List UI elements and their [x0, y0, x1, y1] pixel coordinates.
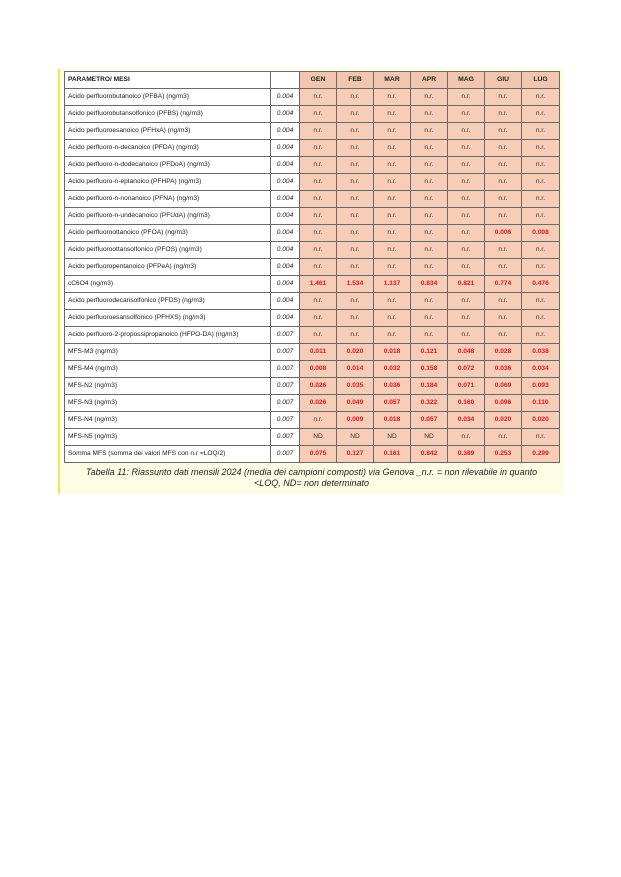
caption-line-2: <LOQ, ND= non determinato	[253, 478, 370, 488]
loq-cell: 0.004	[271, 191, 300, 208]
value-cell: n.r.	[300, 208, 337, 225]
value-cell: 0.821	[448, 276, 485, 293]
value-cell: n.r.	[522, 106, 560, 123]
value-cell: n.r.	[374, 191, 411, 208]
value-cell: n.r.	[300, 327, 337, 344]
value-cell: n.r.	[485, 327, 522, 344]
value-cell: n.r.	[485, 123, 522, 140]
value-cell: n.r.	[337, 242, 374, 259]
value-cell: n.r.	[522, 293, 560, 310]
value-cell: n.r.	[448, 174, 485, 191]
table-row	[65, 378, 560, 395]
value-cell: n.r.	[522, 191, 560, 208]
value-cell: 0.476	[522, 276, 560, 293]
value-cell: 0.036	[374, 378, 411, 395]
value-cell: n.r.	[522, 123, 560, 140]
loq-cell: 0.004	[271, 293, 300, 310]
value-cell: n.r.	[448, 191, 485, 208]
value-cell: n.r.	[300, 140, 337, 157]
value-cell: n.r.	[522, 429, 560, 446]
value-cell: 0.009	[337, 412, 374, 429]
value-cell: n.r.	[411, 310, 448, 327]
param-name-cell: MFS-N4 (ng/m3)	[65, 412, 271, 429]
value-cell: 0.035	[337, 378, 374, 395]
value-cell: n.r.	[448, 208, 485, 225]
param-name-cell: Acido perfluoroottansolfonico (PFOS) (ng/m3)	[65, 242, 271, 259]
value-cell: 0.006	[485, 225, 522, 242]
value-cell: 0.069	[485, 378, 522, 395]
param-name-cell: MFS-N5 (ng/m3)	[65, 429, 271, 446]
value-cell: n.r.	[411, 327, 448, 344]
value-cell: n.r.	[337, 310, 374, 327]
value-cell: n.r.	[485, 259, 522, 276]
value-cell: 0.049	[337, 395, 374, 412]
value-cell: 0.110	[522, 395, 560, 412]
table-row	[65, 344, 560, 361]
value-cell: n.r.	[374, 157, 411, 174]
value-cell: n.r.	[411, 191, 448, 208]
value-cell: n.r.	[374, 293, 411, 310]
loq-cell: 0.004	[271, 140, 300, 157]
value-cell: n.r.	[448, 310, 485, 327]
param-name-cell: Acido perfluoroottanoico (PFOA) (ng/m3)	[65, 225, 271, 242]
table-row	[65, 191, 560, 208]
value-cell: 0.093	[522, 378, 560, 395]
table-row	[65, 361, 560, 378]
value-cell: 0.389	[448, 446, 485, 463]
param-name-cell: Acido perfluoro-n-eptanoico (PFHPA) (ng/m3)	[65, 174, 271, 191]
value-cell: n.r.	[374, 225, 411, 242]
param-name-cell: MFS-N2 (ng/m3)	[65, 378, 271, 395]
value-cell: n.r.	[448, 293, 485, 310]
table-row	[65, 140, 560, 157]
param-name-cell: Acido perfluoro-n-dodecanoico (PFDoA) (ng/m3)	[65, 157, 271, 174]
value-cell: n.r.	[448, 327, 485, 344]
value-cell: n.r.	[522, 310, 560, 327]
value-cell: 0.774	[485, 276, 522, 293]
value-cell: n.r.	[485, 429, 522, 446]
value-cell: ND	[374, 429, 411, 446]
value-cell: n.r.	[522, 174, 560, 191]
value-cell: n.r.	[485, 174, 522, 191]
value-cell: n.r.	[485, 242, 522, 259]
value-cell: n.r.	[337, 327, 374, 344]
value-cell: ND	[300, 429, 337, 446]
value-cell: 0.018	[374, 412, 411, 429]
value-cell: n.r.	[374, 327, 411, 344]
value-cell: n.r.	[337, 106, 374, 123]
value-cell: 0.036	[485, 361, 522, 378]
loq-cell: 0.007	[271, 361, 300, 378]
header-month-lug: LUG	[522, 72, 560, 89]
value-cell: 1.137	[374, 276, 411, 293]
value-cell: 0.026	[300, 378, 337, 395]
value-cell: n.r.	[337, 140, 374, 157]
value-cell: 0.160	[448, 395, 485, 412]
value-cell: 0.026	[300, 395, 337, 412]
value-cell: 0.048	[448, 344, 485, 361]
loq-cell: 0.007	[271, 344, 300, 361]
table-row	[65, 293, 560, 310]
value-cell: 0.071	[448, 378, 485, 395]
loq-cell: 0.004	[271, 157, 300, 174]
loq-cell: 0.004	[271, 106, 300, 123]
param-name-cell: Acido perfluoroesansolfonico (PFHXS) (ng/m3)	[65, 310, 271, 327]
loq-cell: 0.004	[271, 259, 300, 276]
param-name-cell: MFS-M3 (ng/m3)	[65, 344, 271, 361]
table-row	[65, 106, 560, 123]
value-cell: n.r.	[337, 89, 374, 106]
value-cell: 0.020	[522, 412, 560, 429]
value-cell: 0.034	[522, 361, 560, 378]
value-cell: n.r.	[374, 123, 411, 140]
loq-cell: 0.004	[271, 174, 300, 191]
table-row	[65, 429, 560, 446]
value-cell: 0.008	[300, 361, 337, 378]
caption-line-1: Tabella 11: Riassunto dati mensili 2024 (media dei campioni composti) via Genova _n.r. = non rilevabile in quanto	[85, 467, 538, 477]
param-name-cell: Acido perfluoroesanoico (PFHxA) (ng/m3)	[65, 123, 271, 140]
value-cell: n.r.	[448, 225, 485, 242]
value-cell: n.r.	[411, 225, 448, 242]
value-cell: n.r.	[448, 429, 485, 446]
value-cell: n.r.	[485, 293, 522, 310]
table-row	[65, 327, 560, 344]
table-row	[65, 395, 560, 412]
value-cell: n.r.	[300, 293, 337, 310]
table-row	[65, 174, 560, 191]
loq-cell: 0.004	[271, 276, 300, 293]
value-cell: n.r.	[374, 259, 411, 276]
value-cell: n.r.	[300, 106, 337, 123]
loq-cell: 0.007	[271, 429, 300, 446]
param-name-cell: Acido perfluoropentanoico (PFPeA) (ng/m3)	[65, 259, 271, 276]
value-cell: n.r.	[411, 157, 448, 174]
value-cell: n.r.	[300, 89, 337, 106]
value-cell: n.r.	[485, 191, 522, 208]
value-cell: n.r.	[485, 106, 522, 123]
value-cell: n.r.	[411, 293, 448, 310]
value-cell: 0.038	[522, 344, 560, 361]
table-caption	[64, 467, 559, 489]
value-cell: n.r.	[448, 106, 485, 123]
value-cell: n.r.	[411, 106, 448, 123]
param-name-cell: Acido perfluoro-n-undecanoico (PFUdA) (ng/m3)	[65, 208, 271, 225]
loq-cell: 0.007	[271, 327, 300, 344]
value-cell: n.r.	[485, 157, 522, 174]
loq-cell: 0.007	[271, 378, 300, 395]
value-cell: n.r.	[337, 123, 374, 140]
value-cell: n.r.	[448, 242, 485, 259]
param-name-cell: MFS-N3 (ng/m3)	[65, 395, 271, 412]
table-row	[65, 446, 560, 463]
value-cell: 0.161	[374, 446, 411, 463]
table-body	[65, 89, 560, 463]
value-cell: 0.034	[448, 412, 485, 429]
value-cell: n.r.	[411, 123, 448, 140]
value-cell: n.r.	[374, 106, 411, 123]
table-row	[65, 157, 560, 174]
loq-cell: 0.004	[271, 208, 300, 225]
value-cell: n.r.	[374, 208, 411, 225]
param-name-cell: MFS-M4 (ng/m3)	[65, 361, 271, 378]
header-month-feb: FEB	[337, 72, 374, 89]
value-cell: n.r.	[522, 157, 560, 174]
monthly-summary-table	[64, 71, 560, 463]
value-cell: 1.534	[337, 276, 374, 293]
table-row	[65, 259, 560, 276]
value-cell: 0.075	[300, 446, 337, 463]
table-row	[65, 412, 560, 429]
value-cell: n.r.	[337, 208, 374, 225]
value-cell: 0.011	[300, 344, 337, 361]
param-name-cell: Acido perfluorobutansolfonico (PFBS) (ng/m3)	[65, 106, 271, 123]
value-cell: 1.461	[300, 276, 337, 293]
param-name-cell: Acido perfluoro-2-propossipropanoico (HFPO-DA) (ng/m3)	[65, 327, 271, 344]
value-cell: n.r.	[337, 225, 374, 242]
value-cell: n.r.	[522, 208, 560, 225]
value-cell: 0.299	[522, 446, 560, 463]
table-row	[65, 242, 560, 259]
value-cell: n.r.	[300, 242, 337, 259]
param-name-cell: Acido perfluoro-n-decanoico (PFDA) (ng/m3)	[65, 140, 271, 157]
value-cell: n.r.	[337, 157, 374, 174]
loq-cell: 0.004	[271, 310, 300, 327]
value-cell: n.r.	[374, 310, 411, 327]
table-row	[65, 276, 560, 293]
value-cell: n.r.	[300, 157, 337, 174]
value-cell: 0.842	[411, 446, 448, 463]
value-cell: n.r.	[485, 208, 522, 225]
value-cell: n.r.	[522, 327, 560, 344]
loq-cell: 0.004	[271, 123, 300, 140]
value-cell: n.r.	[522, 242, 560, 259]
value-cell: n.r.	[374, 89, 411, 106]
value-cell: n.r.	[300, 174, 337, 191]
value-cell: n.r.	[411, 259, 448, 276]
header-month-mag: MAG	[448, 72, 485, 89]
value-cell: n.r.	[337, 191, 374, 208]
value-cell: 0.020	[485, 412, 522, 429]
value-cell: n.r.	[411, 208, 448, 225]
value-cell: n.r.	[448, 157, 485, 174]
value-cell: n.r.	[300, 123, 337, 140]
value-cell: 0.072	[448, 361, 485, 378]
table-header-row	[65, 72, 560, 89]
header-month-mar: MAR	[374, 72, 411, 89]
value-cell: n.r.	[337, 174, 374, 191]
value-cell: ND	[337, 429, 374, 446]
value-cell: 0.253	[485, 446, 522, 463]
value-cell: n.r.	[411, 89, 448, 106]
loq-cell: 0.004	[271, 242, 300, 259]
loq-cell: 0.007	[271, 412, 300, 429]
value-cell: n.r.	[337, 259, 374, 276]
value-cell: n.r.	[337, 293, 374, 310]
value-cell: 0.020	[337, 344, 374, 361]
table-row	[65, 208, 560, 225]
value-cell: ND	[411, 429, 448, 446]
value-cell: n.r.	[374, 140, 411, 157]
value-cell: n.r.	[448, 140, 485, 157]
loq-cell: 0.007	[271, 395, 300, 412]
loq-cell: 0.004	[271, 89, 300, 106]
value-cell: 0.158	[411, 361, 448, 378]
value-cell: n.r.	[522, 89, 560, 106]
value-cell: 0.014	[337, 361, 374, 378]
header-month-apr: APR	[411, 72, 448, 89]
value-cell: n.r.	[485, 310, 522, 327]
value-cell: n.r.	[448, 123, 485, 140]
param-name-cell: Acido perfluorobutanoico (PFBA) (ng/m3)	[65, 89, 271, 106]
header-month-gen: GEN	[300, 72, 337, 89]
value-cell: 0.018	[374, 344, 411, 361]
value-cell: n.r.	[522, 259, 560, 276]
header-month-giu: GIU	[485, 72, 522, 89]
table-row	[65, 310, 560, 327]
table-row	[65, 123, 560, 140]
value-cell: n.r.	[448, 259, 485, 276]
table-row	[65, 225, 560, 242]
value-cell: 0.028	[485, 344, 522, 361]
value-cell: 0.057	[374, 395, 411, 412]
table-row	[65, 89, 560, 106]
value-cell: n.r.	[485, 140, 522, 157]
value-cell: n.r.	[300, 191, 337, 208]
param-name-cell: Acido perfluoro-n-nonanoico (PFNA) (ng/m3)	[65, 191, 271, 208]
value-cell: n.r.	[411, 242, 448, 259]
value-cell: n.r.	[300, 310, 337, 327]
value-cell: 0.322	[411, 395, 448, 412]
value-cell: n.r.	[300, 225, 337, 242]
value-cell: 0.121	[411, 344, 448, 361]
value-cell: 0.834	[411, 276, 448, 293]
value-cell: 0.096	[485, 395, 522, 412]
value-cell: n.r.	[374, 242, 411, 259]
value-cell: 0.008	[522, 225, 560, 242]
value-cell: n.r.	[300, 412, 337, 429]
value-cell: n.r.	[485, 89, 522, 106]
param-name-cell: cC6O4 (ng/m3)	[65, 276, 271, 293]
value-cell: 0.127	[337, 446, 374, 463]
param-name-cell: Acido perfluorodecansolfonico (PFDS) (ng/m3)	[65, 293, 271, 310]
value-cell: 0.184	[411, 378, 448, 395]
param-name-cell: Somma MFS (somma dei valori MFS con n.r =LOQ/2)	[65, 446, 271, 463]
value-cell: 0.057	[411, 412, 448, 429]
loq-cell: 0.007	[271, 446, 300, 463]
value-cell: n.r.	[374, 174, 411, 191]
header-param-label: PARAMETRO/ MESI	[65, 72, 271, 89]
value-cell: n.r.	[300, 259, 337, 276]
value-cell: n.r.	[448, 89, 485, 106]
loq-cell: 0.004	[271, 225, 300, 242]
value-cell: n.r.	[411, 140, 448, 157]
header-loq-label	[271, 72, 300, 89]
value-cell: n.r.	[411, 174, 448, 191]
value-cell: n.r.	[522, 140, 560, 157]
value-cell: 0.032	[374, 361, 411, 378]
